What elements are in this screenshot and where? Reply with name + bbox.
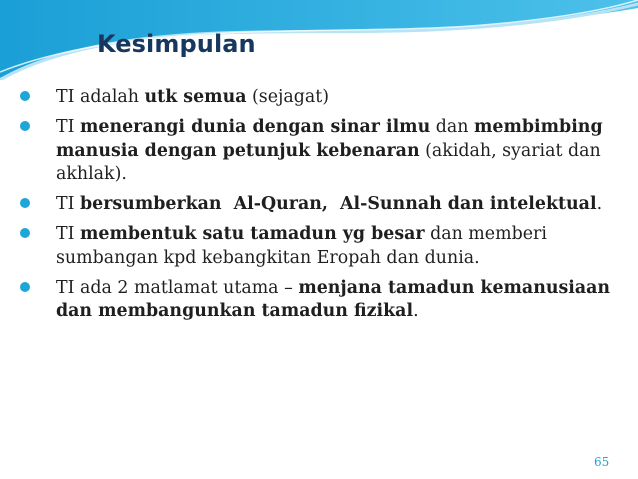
bullet-text: . <box>596 194 603 214</box>
page-number: 65 <box>594 455 610 469</box>
bullet-text: dan <box>430 117 474 137</box>
bullet-text: TI adalah <box>56 87 145 107</box>
bullet-text: TI <box>56 224 80 244</box>
bullet-list <box>20 86 620 330</box>
bullet-icon <box>20 121 30 131</box>
bullet-emphasis: membimbing manusia dengan petunjuk kebenaran <box>56 117 603 161</box>
bullet-icon <box>20 198 30 208</box>
bullet-item <box>20 193 620 217</box>
bullet-emphasis: menjana tamadun kemanusiaan dan membangunkan tamadun fizikal <box>56 277 611 321</box>
bullet-item <box>20 223 620 270</box>
header-wave-decoration <box>0 0 638 80</box>
bullet-text: (sejagat) <box>246 87 330 107</box>
bullet-icon <box>20 91 30 101</box>
bullet-item <box>20 116 620 187</box>
bullet-text: . <box>413 301 419 321</box>
bullet-text: TI <box>56 117 80 137</box>
bullet-text: (akidah, syariat dan akhlak). <box>56 140 601 184</box>
bullet-text: dan memberi sumbangan kpd kebangkitan Eropah dan dunia. <box>56 224 547 268</box>
bullet-emphasis: bersumberkan Al-Quran, Al-Sunnah dan intelektual <box>80 194 597 214</box>
bullet-item <box>20 277 620 324</box>
bullet-emphasis: menerangi dunia dengan sinar ilmu <box>80 117 431 137</box>
slide-title: Kesimpulan <box>97 30 256 58</box>
bullet-emphasis: utk semua <box>144 87 247 107</box>
bullet-emphasis: membentuk satu tamadun yg besar <box>80 224 425 244</box>
bullet-icon <box>20 282 30 292</box>
bullet-item <box>20 86 620 110</box>
bullet-icon <box>20 228 30 238</box>
bullet-text: TI ada 2 matlamat utama – <box>56 277 299 298</box>
bullet-text: TI <box>56 194 80 214</box>
